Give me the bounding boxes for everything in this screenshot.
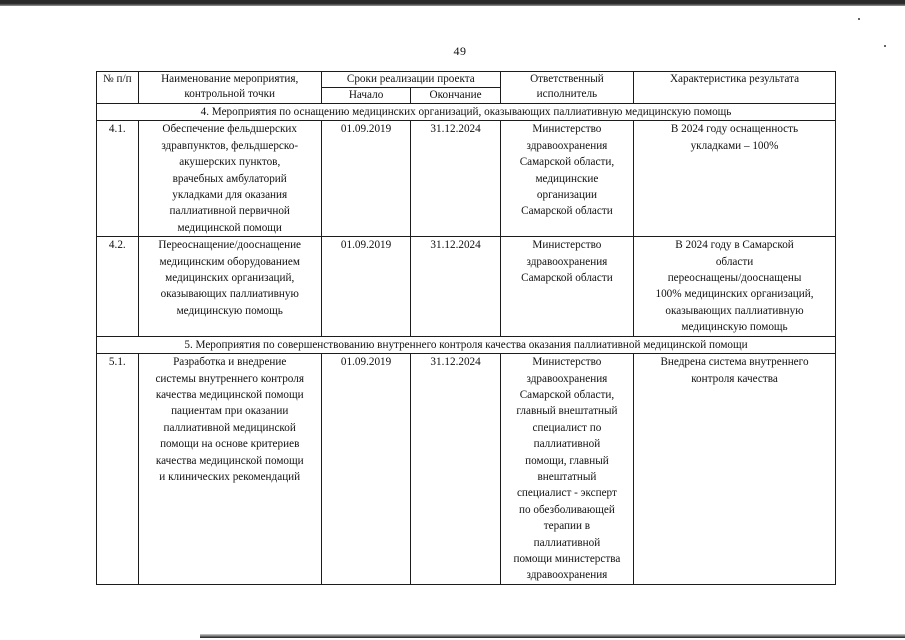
- header-responsible: [500, 72, 633, 104]
- cell-responsible-line: Самарской области: [521, 272, 613, 285]
- cell-responsible-line: здравоохранения: [526, 255, 608, 268]
- header-responsible-line: исполнитель: [536, 88, 598, 100]
- cell-responsible-line: Министерство: [532, 239, 602, 252]
- scan-edge-bottom: [200, 634, 905, 638]
- cell-activity: [138, 354, 321, 585]
- cell-activity-line: акушерских пунктов,: [179, 156, 281, 169]
- cell-activity-line: оказывающих паллиативную: [160, 288, 299, 301]
- cell-number: 4.1.: [97, 121, 139, 237]
- header-row: [97, 72, 836, 88]
- cell-activity-line: качества медицинской помощи: [155, 454, 304, 467]
- header-name: [138, 72, 321, 104]
- cell-activity-line: медицинским оборудованием: [159, 255, 300, 268]
- cell-activity-line: системы внутреннего контроля: [155, 372, 304, 385]
- section-title: 5. Мероприятия по совершенствованию внутреннего контроля качества оказания паллиативной медицинской помощи: [97, 336, 836, 353]
- cell-activity-line: здравпунктов, фельдшерско-: [161, 139, 299, 152]
- header-num: № п/п: [97, 72, 139, 104]
- cell-result-line: медицинскую помощь: [681, 321, 788, 334]
- cell-end-date: 31.12.2024: [411, 121, 501, 237]
- cell-activity-line: паллиативной медицинской: [163, 421, 296, 434]
- table-row: [97, 121, 836, 237]
- cell-responsible-line: Министерство: [532, 356, 602, 369]
- cell-number: 5.1.: [97, 354, 139, 585]
- header-responsible-line: Ответственный: [530, 73, 604, 85]
- cell-activity-line: паллиативной первичной: [169, 205, 290, 218]
- cell-responsible-line: здравоохранения: [526, 139, 608, 152]
- table-row: [97, 354, 836, 585]
- header-result: Характеристика результата: [634, 72, 836, 104]
- header-end: Окончание: [411, 88, 501, 104]
- cell-responsible: [500, 237, 633, 336]
- cell-end-date: 31.12.2024: [411, 354, 501, 585]
- cell-result-line: области: [715, 255, 754, 268]
- cell-responsible-line: терапии в: [543, 520, 591, 533]
- cell-activity: [138, 121, 321, 237]
- cell-responsible-line: помощи министерства: [513, 552, 621, 565]
- cell-activity-line: Переоснащение/дооснащение: [158, 239, 302, 252]
- cell-result-line: В 2024 году в Самарской: [675, 239, 794, 252]
- header-start: Начало: [321, 88, 411, 104]
- cell-result-line: переоснащены/дооснащены: [667, 272, 802, 285]
- scan-speck: [858, 18, 860, 20]
- cell-responsible-line: помощи, главный: [525, 454, 609, 467]
- cell-responsible-line: по обезболивающей: [519, 503, 615, 516]
- page-number: 49: [453, 44, 467, 58]
- cell-activity-line: качества медицинской помощи: [155, 388, 304, 401]
- cell-responsible-line: организации: [536, 189, 597, 202]
- cell-responsible-line: здравоохранения: [526, 569, 608, 582]
- cell-result-line: В 2024 году оснащенность: [670, 123, 799, 136]
- cell-responsible-line: медицинские: [535, 172, 599, 185]
- cell-start-date: 01.09.2019: [321, 237, 411, 336]
- cell-result-line: 100% медицинских организаций,: [655, 288, 814, 301]
- cell-result-line: контроля качества: [691, 372, 778, 385]
- cell-result-line: оказывающих паллиативную: [665, 304, 804, 317]
- cell-responsible: [500, 354, 633, 585]
- cell-responsible-line: Самарской области: [521, 205, 613, 218]
- cell-activity-line: Обеспечение фельдшерских: [162, 123, 298, 136]
- cell-activity-line: медицинской помощи: [177, 221, 282, 234]
- cell-result-line: Внедрена система внутреннего: [660, 356, 809, 369]
- cell-activity-line: Разработка и внедрение: [173, 356, 287, 369]
- project-plan-table: [96, 71, 836, 585]
- cell-responsible-line: главный внештатный: [516, 405, 618, 418]
- cell-result: [634, 237, 836, 336]
- cell-start-date: 01.09.2019: [321, 354, 411, 585]
- cell-responsible-line: Самарской области,: [519, 388, 615, 401]
- cell-result-line: укладками – 100%: [690, 139, 779, 152]
- section-title: 4. Мероприятия по оснащению медицинских организаций, оказывающих паллиативную медицинскую помощь: [97, 104, 836, 121]
- header-name-line: контрольной точки: [184, 88, 276, 100]
- cell-responsible-line: паллиативной: [533, 438, 601, 451]
- cell-activity-line: укладками для оказания: [172, 189, 288, 202]
- cell-responsible-line: специалист - эксперт: [516, 487, 617, 500]
- cell-responsible-line: Самарской области,: [519, 156, 615, 169]
- table-row: [97, 237, 836, 336]
- cell-activity-line: медицинских организаций,: [165, 272, 295, 285]
- header-name-line: Наименование мероприятия,: [161, 73, 299, 85]
- cell-result: [634, 121, 836, 237]
- cell-activity: [138, 237, 321, 336]
- cell-number: 4.2.: [97, 237, 139, 336]
- cell-activity-line: и клинических рекомендаций: [159, 470, 301, 483]
- cell-responsible-line: здравоохранения: [526, 372, 608, 385]
- cell-responsible-line: специалист по: [532, 421, 602, 434]
- cell-activity-line: врачебных амбулаторий: [172, 172, 287, 185]
- section-row: [97, 104, 836, 121]
- cell-end-date: 31.12.2024: [411, 237, 501, 336]
- cell-start-date: 01.09.2019: [321, 121, 411, 237]
- cell-activity-line: помощи на основе критериев: [160, 438, 300, 451]
- section-row: [97, 336, 836, 353]
- cell-activity-line: пациентам при оказании: [171, 405, 289, 418]
- cell-responsible: [500, 121, 633, 237]
- table-body: [97, 104, 836, 585]
- cell-responsible-line: внештатный: [537, 470, 597, 483]
- cell-result: [634, 354, 836, 585]
- cell-responsible-line: паллиативной: [533, 536, 601, 549]
- cell-activity-line: медицинскую помощь: [176, 304, 283, 317]
- scan-edge-top: [0, 0, 905, 6]
- header-period: Сроки реализации проекта: [321, 72, 500, 88]
- cell-responsible-line: Министерство: [532, 123, 602, 136]
